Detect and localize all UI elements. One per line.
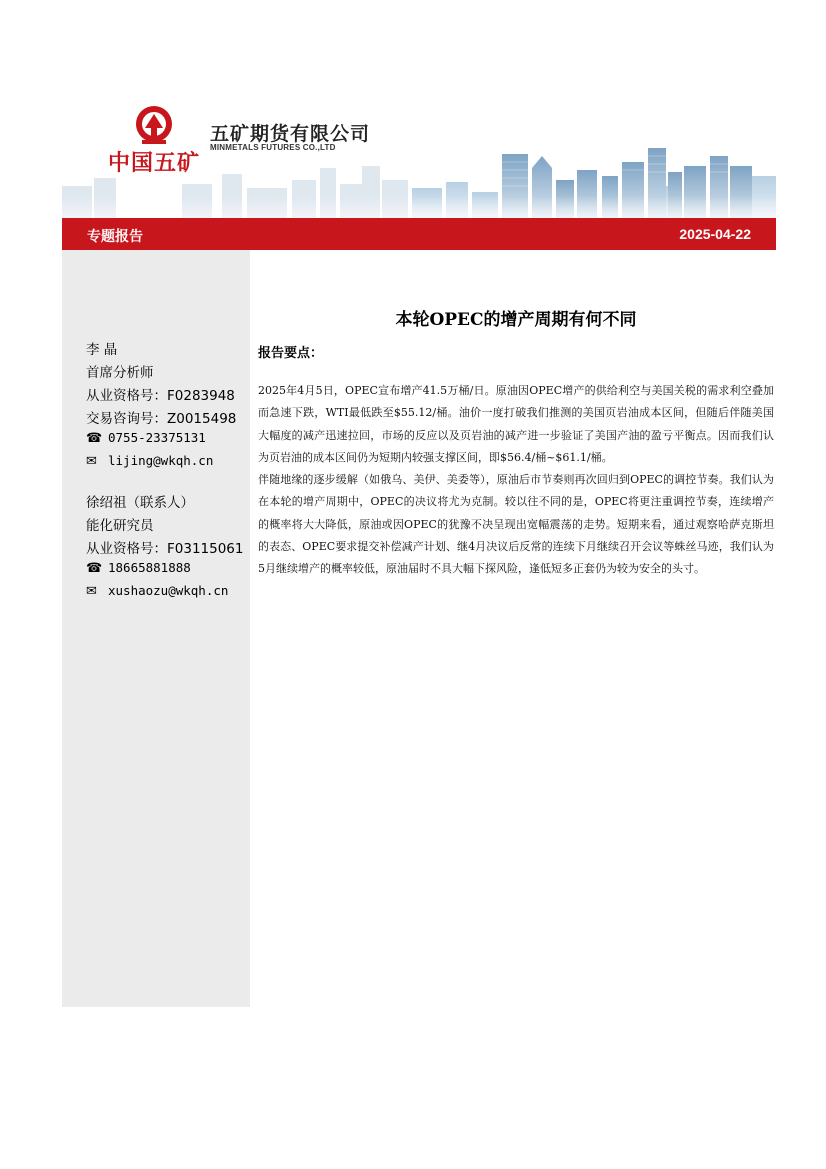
key-point-paragraph: 伴随地缘的逐步缓解（如俄乌、美伊、美委等），原油后市节奏则再次回归到OPEC的调控节奏。我们认为在本轮的增产周期中，OPEC的决议将尤为克制。较以往不同的是，OPEC将更注重调控节奏，连续增产的概率将大大降低，原油或因OPEC的犹豫不决呈现出宽幅震荡的走势。短期来看，通过观察哈萨克斯坦的表态、OPEC要求提交补偿减产计划、继4月决议后反常的连续下月继续召开会议等蛛丝马迹，我们认为5月继续增产的概率较低，原油届时不具大幅下探风险，逢低短多正套仍为较为安全的头寸。 <box>258 473 774 576</box>
mail-icon: ✉ <box>86 584 97 599</box>
analyst-email-row <box>86 453 213 469</box>
analyst-sidebar <box>62 250 250 1007</box>
company-name-en: MINMETALS FUTURES CO.,LTD <box>210 143 336 152</box>
analyst-email-row <box>86 583 228 599</box>
analyst-name: 徐绍祖（联系人） <box>86 495 194 511</box>
key-point-paragraph: 2025年4月5日，OPEC宣布增产41.5万桶/日。原油因OPEC增产的供给利空与美国关税的需求利空叠加而急速下跌，WTI最低跌至$55.12/桶。油价一度打破我们推测的美国页岩油成本区间，但随后伴随美国大幅度的减产迅速拉回，市场的反应以及页岩油的减产进一步验证了美国产油的盈亏平衡点。因而我们认为页岩油的成本区间仍为短期内较强支撑区间，即$56.4/桶~$61.1/桶。 <box>258 384 774 464</box>
minmetals-emblem-icon <box>134 104 174 148</box>
report-type-label: 专题报告 <box>87 229 143 245</box>
brand-logo-text: 中国五矿 <box>108 151 201 176</box>
report-header <box>62 96 776 218</box>
report-banner <box>62 218 776 250</box>
analyst-role: 首席分析师 <box>86 365 154 381</box>
analyst-phone: 18665881888 <box>108 560 191 575</box>
analyst-phone: 0755-23375131 <box>108 430 206 445</box>
analyst-phone-row <box>86 560 191 576</box>
phone-icon: ☎ <box>86 431 103 446</box>
analyst-consult-number: 交易咨询号：Z0015498 <box>86 411 237 427</box>
analyst-phone-row <box>86 430 206 446</box>
mail-icon: ✉ <box>86 454 97 469</box>
report-title: 本轮OPEC的增产周期有何不同 <box>395 310 637 330</box>
company-name-cn: 五矿期货有限公司 <box>210 123 371 145</box>
analyst-email[interactable]: xushaozu@wkqh.cn <box>108 583 229 598</box>
analyst-name: 李 晶 <box>86 342 118 358</box>
key-points-body <box>258 380 774 581</box>
analyst-role: 能化研究员 <box>86 518 154 534</box>
analyst-qualification: 从业资格号：F03115061 <box>86 541 244 557</box>
analyst-qualification: 从业资格号：F0283948 <box>86 388 235 404</box>
key-points-heading: 报告要点： <box>258 346 324 361</box>
phone-icon: ☎ <box>86 561 103 576</box>
report-date: 2025-04-22 <box>679 226 751 242</box>
analyst-email[interactable]: lijing@wkqh.cn <box>108 453 214 468</box>
